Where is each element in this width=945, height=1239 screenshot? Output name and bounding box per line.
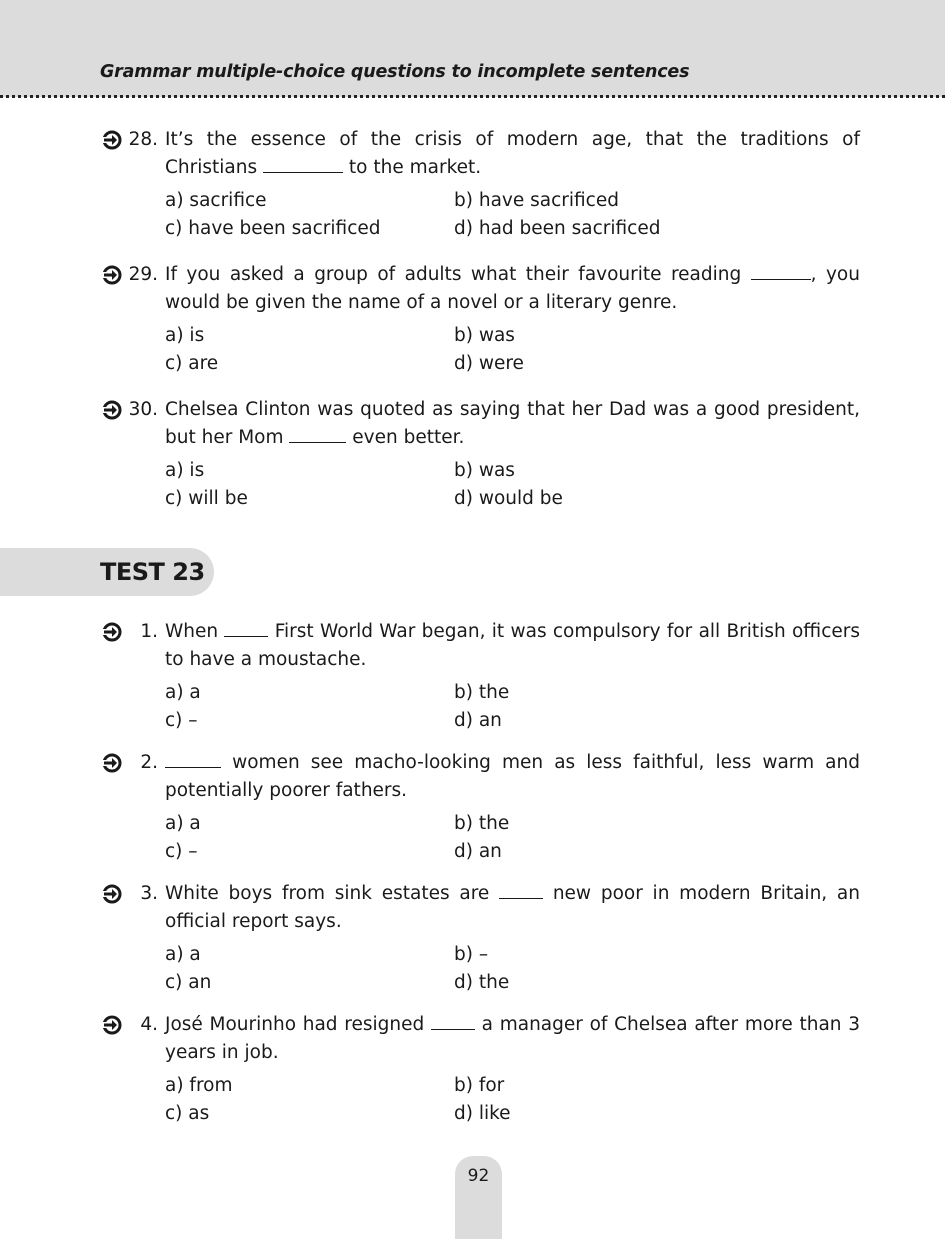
question-number: 29. [128, 264, 158, 285]
question-number: 3. [140, 883, 158, 904]
answer-blank [289, 428, 346, 443]
option-c: c) an [165, 972, 212, 993]
options-grid [165, 187, 860, 243]
option-a: a) a [165, 813, 201, 834]
test-heading-tab [0, 548, 214, 596]
header-dotted-divider [0, 95, 945, 98]
options-grid [165, 457, 860, 513]
running-header-title: Grammar multiple-choice questions to incomplete sentences [100, 62, 690, 82]
option-b: b) have sacrificed [454, 190, 619, 211]
question-number: 1. [140, 621, 158, 642]
answer-blank [263, 158, 343, 173]
question-number: 28. [128, 129, 158, 150]
question-28 [100, 126, 860, 243]
option-d: d) had been sacrificed [454, 218, 661, 239]
option-a: a) sacrifice [165, 190, 267, 211]
option-a: a) a [165, 944, 201, 965]
option-c: c) have been sacrificed [165, 218, 381, 239]
question-text: José Mourinho had resigned a manager of Chelsea after more than 3 years in job. [165, 1014, 860, 1063]
option-b: b) for [454, 1075, 505, 1096]
answer-blank [499, 884, 543, 899]
test-question-4 [100, 1011, 860, 1128]
question-30 [100, 396, 860, 513]
test-question-3 [100, 880, 860, 997]
page-number: 92 [467, 1166, 490, 1186]
options-grid [165, 941, 860, 997]
answer-blank [751, 265, 811, 280]
test-question-2 [100, 749, 860, 866]
option-d: d) like [454, 1103, 511, 1124]
page-number-tab [455, 1156, 502, 1239]
answer-blank [224, 622, 268, 637]
answer-blank [165, 753, 221, 768]
option-b: b) the [454, 813, 510, 834]
option-b: b) the [454, 682, 510, 703]
question-29 [100, 261, 860, 378]
option-c: c) – [165, 841, 198, 862]
option-a: a) is [165, 460, 205, 481]
option-a: a) is [165, 325, 205, 346]
options-grid [165, 1072, 860, 1128]
option-d: d) an [454, 710, 502, 731]
option-a: a) a [165, 682, 201, 703]
option-c: c) as [165, 1103, 210, 1124]
option-d: d) would be [454, 488, 563, 509]
question-text: Chelsea Clinton was quoted as saying that her Dad was a good president, but her Mom even better. [165, 399, 860, 448]
option-c: c) are [165, 353, 219, 374]
question-number: 30. [128, 399, 158, 420]
option-d: d) the [454, 972, 510, 993]
options-grid [165, 679, 860, 735]
test-question-1 [100, 618, 860, 735]
question-text: White boys from sink estates are new poor in modern Britain, an official report says. [165, 883, 860, 932]
question-text: women see macho-looking men as less faithful, less warm and potentially poorer fathers. [165, 752, 860, 801]
option-b: b) was [454, 460, 515, 481]
option-b: b) was [454, 325, 515, 346]
option-c: c) – [165, 710, 198, 731]
option-a: a) from [165, 1075, 233, 1096]
test-title: TEST 23 [100, 558, 205, 586]
options-grid [165, 322, 860, 378]
option-b: b) – [454, 944, 489, 965]
question-number: 2. [140, 752, 158, 773]
options-grid [165, 810, 860, 866]
question-number: 4. [140, 1014, 158, 1035]
answer-blank [431, 1015, 475, 1030]
question-text: If you asked a group of adults what their favourite reading , you would be given the name of a novel or a literary genre. [165, 264, 860, 313]
option-c: c) will be [165, 488, 248, 509]
header-band [0, 0, 945, 97]
question-text: It’s the essence of the crisis of modern age, that the traditions of Christians to the market. [165, 129, 860, 178]
question-text: When First World War began, it was compulsory for all British officers to have a moustache. [165, 621, 860, 670]
option-d: d) an [454, 841, 502, 862]
option-d: d) were [454, 353, 524, 374]
